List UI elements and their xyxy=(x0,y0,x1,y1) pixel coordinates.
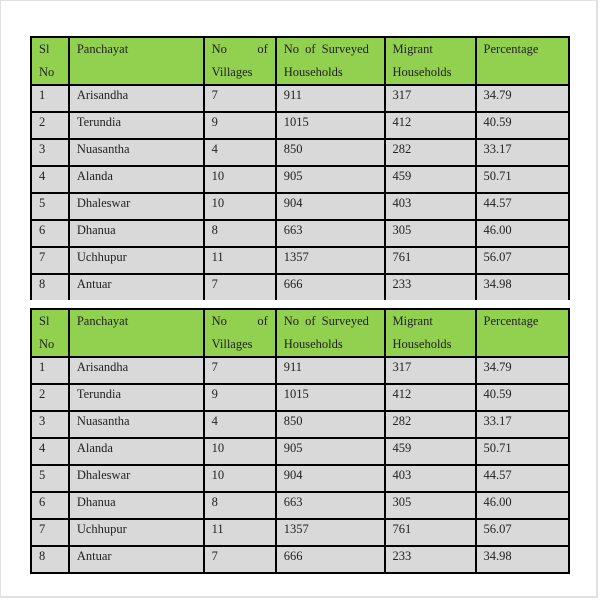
cell-percentage: 34.79 xyxy=(476,357,569,384)
cell-panchayat: Uchhupur xyxy=(69,519,204,546)
cell-migrant: 761 xyxy=(385,247,476,274)
cell-villages: 9 xyxy=(204,384,276,411)
cell-surveyed: 905 xyxy=(276,438,385,465)
cell-percentage: 50.71 xyxy=(476,438,569,465)
cell-panchayat: Arisandha xyxy=(69,357,204,384)
cell-villages: 7 xyxy=(204,357,276,384)
cell-percentage: 44.57 xyxy=(476,193,569,220)
cell-villages: 10 xyxy=(204,438,276,465)
cell-percentage: 56.07 xyxy=(476,519,569,546)
header-surveyed-line1: No of Surveyed xyxy=(283,314,369,328)
cell-migrant: 233 xyxy=(385,274,476,300)
cell-percentage: 46.00 xyxy=(476,492,569,519)
cell-percentage: 40.59 xyxy=(476,384,569,411)
cell-panchayat: Nuasantha xyxy=(69,139,204,166)
cell-panchayat: Dhanua xyxy=(69,492,204,519)
header-villages-no: No xyxy=(211,314,227,328)
cell-migrant: 761 xyxy=(385,519,476,546)
cell-panchayat: Antuar xyxy=(69,274,204,300)
cell-surveyed: 1357 xyxy=(276,247,385,274)
header-surveyed-households xyxy=(276,37,385,85)
table-header-row xyxy=(31,309,569,357)
table-row xyxy=(31,465,569,492)
cell-panchayat: Alanda xyxy=(69,166,204,193)
cell-sl-no: 8 xyxy=(31,546,69,573)
cell-villages: 9 xyxy=(204,112,276,139)
cell-migrant: 412 xyxy=(385,112,476,139)
header-migrant-line2: Households xyxy=(392,337,452,351)
header-surveyed-households xyxy=(276,309,385,357)
cell-villages: 8 xyxy=(204,220,276,247)
cell-surveyed: 904 xyxy=(276,193,385,220)
cell-sl-no: 1 xyxy=(31,85,69,112)
cell-migrant: 459 xyxy=(385,438,476,465)
cell-surveyed: 1357 xyxy=(276,519,385,546)
cell-migrant: 412 xyxy=(385,384,476,411)
cell-villages: 7 xyxy=(204,546,276,573)
cell-surveyed: 850 xyxy=(276,411,385,438)
header-migrant-line1: Migrant xyxy=(392,314,433,328)
cell-migrant: 317 xyxy=(385,85,476,112)
cell-panchayat: Nuasantha xyxy=(69,411,204,438)
header-surveyed-line2: Households xyxy=(283,337,343,351)
cell-percentage: 34.98 xyxy=(476,546,569,573)
cell-villages: 11 xyxy=(204,247,276,274)
table-row xyxy=(31,139,569,166)
header-villages xyxy=(204,37,276,85)
cell-surveyed: 905 xyxy=(276,166,385,193)
cell-migrant: 282 xyxy=(385,411,476,438)
migration-table-1 xyxy=(30,36,570,300)
cell-surveyed: 663 xyxy=(276,220,385,247)
cell-percentage: 33.17 xyxy=(476,139,569,166)
table-gap xyxy=(28,303,574,307)
table-row xyxy=(31,384,569,411)
header-migrant-households xyxy=(385,37,476,85)
cell-sl-no: 6 xyxy=(31,220,69,247)
cell-migrant: 305 xyxy=(385,220,476,247)
table-row xyxy=(31,166,569,193)
header-percentage: Percentage xyxy=(476,309,569,357)
cell-panchayat: Uchhupur xyxy=(69,247,204,274)
cell-sl-no: 4 xyxy=(31,166,69,193)
cell-villages: 10 xyxy=(204,465,276,492)
migration-table-2 xyxy=(30,308,570,574)
header-surveyed-line2: Households xyxy=(283,65,343,79)
cell-villages: 11 xyxy=(204,519,276,546)
header-panchayat: Panchayat xyxy=(69,37,204,85)
cell-villages: 10 xyxy=(204,193,276,220)
cell-surveyed: 850 xyxy=(276,139,385,166)
header-migrant-line2: Households xyxy=(392,65,452,79)
header-sl-no: Sl No xyxy=(31,309,69,357)
cell-sl-no: 7 xyxy=(31,247,69,274)
cell-percentage: 33.17 xyxy=(476,411,569,438)
cell-percentage: 56.07 xyxy=(476,247,569,274)
cell-migrant: 305 xyxy=(385,492,476,519)
cell-sl-no: 7 xyxy=(31,519,69,546)
table-row xyxy=(31,193,569,220)
cell-sl-no: 3 xyxy=(31,139,69,166)
cell-sl-no: 6 xyxy=(31,492,69,519)
header-villages-no: No xyxy=(211,42,227,56)
cell-percentage: 50.71 xyxy=(476,166,569,193)
cell-percentage: 44.57 xyxy=(476,465,569,492)
cell-sl-no: 5 xyxy=(31,193,69,220)
cell-panchayat: Antuar xyxy=(69,546,204,573)
cell-panchayat: Terundia xyxy=(69,112,204,139)
cell-panchayat: Alanda xyxy=(69,438,204,465)
cell-surveyed: 911 xyxy=(276,357,385,384)
table-row xyxy=(31,519,569,546)
cell-panchayat: Dhaleswar xyxy=(69,465,204,492)
table-row xyxy=(31,357,569,384)
header-sl-no: Sl No xyxy=(31,37,69,85)
cell-migrant: 403 xyxy=(385,465,476,492)
table-row xyxy=(31,112,569,139)
cell-sl-no: 1 xyxy=(31,357,69,384)
cell-villages: 8 xyxy=(204,492,276,519)
cell-panchayat: Arisandha xyxy=(69,85,204,112)
header-villages-of: of xyxy=(257,314,268,328)
cell-sl-no: 5 xyxy=(31,465,69,492)
cell-percentage: 46.00 xyxy=(476,220,569,247)
cell-sl-no: 3 xyxy=(31,411,69,438)
cell-panchayat: Dhaleswar xyxy=(69,193,204,220)
cell-surveyed: 663 xyxy=(276,492,385,519)
header-migrant-households xyxy=(385,309,476,357)
table-row xyxy=(31,546,569,573)
table-row xyxy=(31,220,569,247)
table-row xyxy=(31,247,569,274)
header-surveyed-line1: No of Surveyed xyxy=(283,42,369,56)
header-villages xyxy=(204,309,276,357)
cell-sl-no: 2 xyxy=(31,112,69,139)
cell-villages: 4 xyxy=(204,411,276,438)
cell-percentage: 40.59 xyxy=(476,112,569,139)
table-header-row xyxy=(31,37,569,85)
cell-sl-no: 2 xyxy=(31,384,69,411)
cell-surveyed: 666 xyxy=(276,274,385,300)
cell-migrant: 459 xyxy=(385,166,476,193)
cell-surveyed: 904 xyxy=(276,465,385,492)
cell-surveyed: 911 xyxy=(276,85,385,112)
table-row xyxy=(31,411,569,438)
cell-panchayat: Terundia xyxy=(69,384,204,411)
cell-villages: 7 xyxy=(204,274,276,300)
cell-migrant: 282 xyxy=(385,139,476,166)
table-row xyxy=(31,274,569,300)
header-villages-line2: Villages xyxy=(211,65,253,79)
cell-sl-no: 4 xyxy=(31,438,69,465)
header-migrant-line1: Migrant xyxy=(392,42,433,56)
table-row xyxy=(31,438,569,465)
cell-sl-no: 8 xyxy=(31,274,69,300)
cell-percentage: 34.98 xyxy=(476,274,569,300)
cell-migrant: 403 xyxy=(385,193,476,220)
cell-migrant: 233 xyxy=(385,546,476,573)
header-panchayat: Panchayat xyxy=(69,309,204,357)
header-percentage: Percentage xyxy=(476,37,569,85)
cell-villages: 10 xyxy=(204,166,276,193)
cell-migrant: 317 xyxy=(385,357,476,384)
table-row xyxy=(31,492,569,519)
cell-surveyed: 1015 xyxy=(276,112,385,139)
cell-surveyed: 1015 xyxy=(276,384,385,411)
cell-villages: 7 xyxy=(204,85,276,112)
cell-villages: 4 xyxy=(204,139,276,166)
header-villages-of: of xyxy=(257,42,268,56)
table-row xyxy=(31,85,569,112)
cell-panchayat: Dhanua xyxy=(69,220,204,247)
cell-surveyed: 666 xyxy=(276,546,385,573)
cell-percentage: 34.79 xyxy=(476,85,569,112)
header-villages-line2: Villages xyxy=(211,337,253,351)
